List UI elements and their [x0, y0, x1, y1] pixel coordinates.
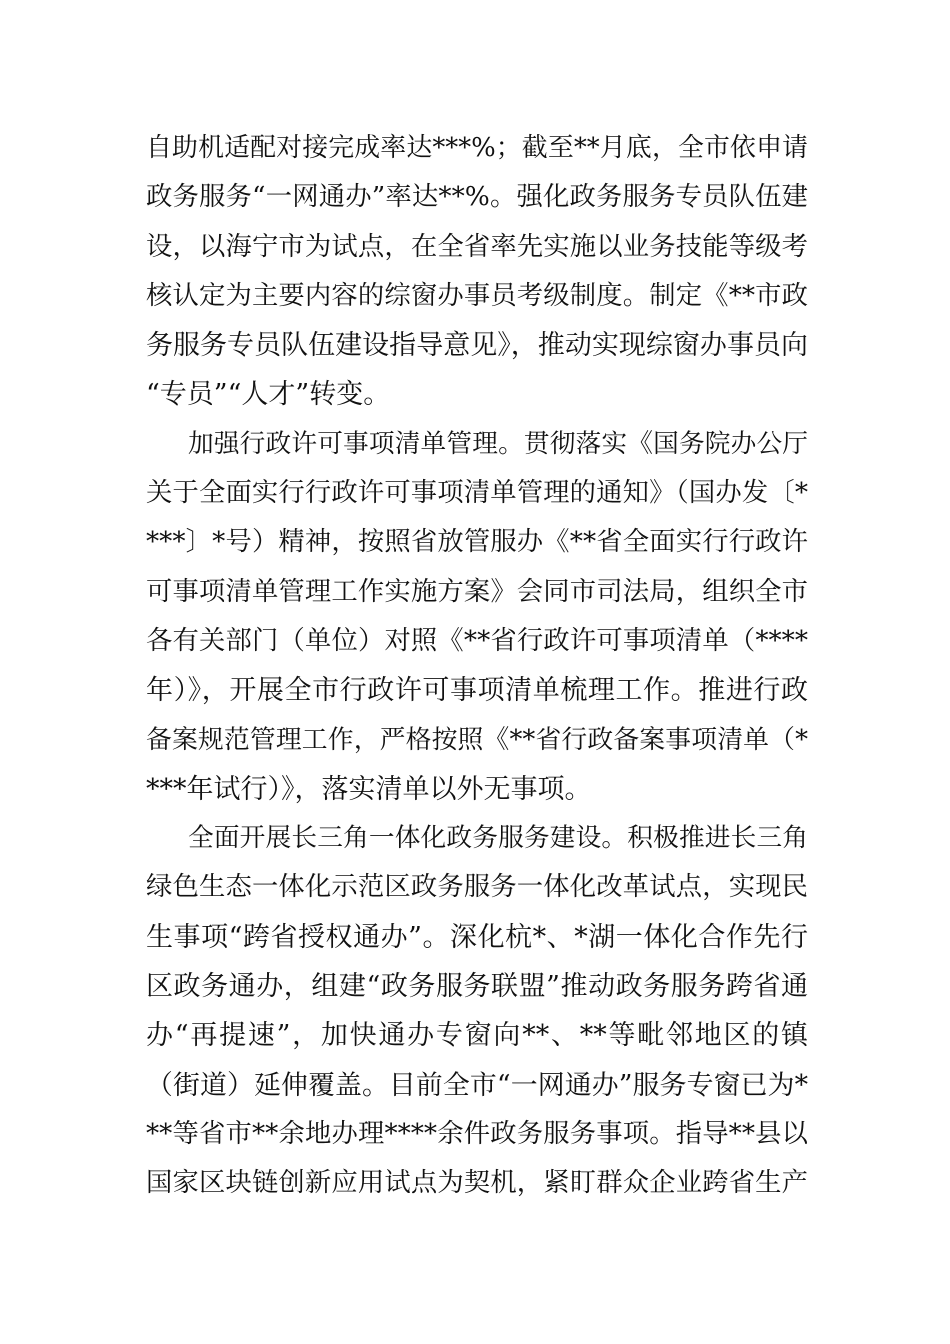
text-line: 各有关部门（单位）对照《**省行政许可事项清单（****	[146, 625, 808, 656]
text-line: 区政务通办，组建“政务服务联盟”推动政务服务跨省通	[146, 971, 808, 1003]
text-line: ***〕*号）精神，按照省放管服办《**省全面实行行政许	[146, 527, 808, 558]
text-line: 绿色生态一体化示范区政务服务一体化改革试点，实现民	[146, 872, 808, 903]
text-line: 可事项清单管理工作实施方案》会同市司法局，组织全市	[146, 576, 808, 607]
text-line: 务服务专员队伍建设指导意见》，推动实现综窗办事员向	[146, 330, 808, 362]
text-line: 自助机适配对接完成率达***%；截至**月底，全市依申请	[146, 133, 808, 163]
text-line: 核认定为主要内容的综窗办事员考级制度。制定《**市政	[146, 280, 808, 311]
text-line: 加强行政许可事项清单管理。贯彻落实《国务院办公厅	[188, 428, 808, 459]
document-body	[146, 124, 808, 1209]
paragraph-2	[146, 420, 808, 814]
text-line: 设，以海宁市为试点，在全省率先实施以业务技能等级考	[146, 231, 808, 262]
text-line: 政务服务“一网通办”率达**%。强化政务服务专员队伍建	[146, 182, 808, 213]
text-line: 备案规范管理工作，严格按照《**省行政备案事项清单（*	[146, 724, 808, 755]
text-line: 生事项“跨省授权通办”。深化杭*、*湖一体化合作先行	[146, 921, 808, 953]
text-line: 国家区块链创新应用试点为契机，紧盯群众企业跨省生产	[146, 1168, 808, 1199]
text-line: “专员”“人才”转变。	[146, 379, 391, 411]
text-line: 办“再提速”，加快通办专窗向**、**等毗邻地区的镇	[146, 1020, 808, 1052]
text-line: **等省市**余地办理****余件政务服务事项。指导**县以	[146, 1118, 808, 1149]
paragraph-1	[146, 124, 808, 420]
paragraph-3	[146, 814, 808, 1208]
text-line: 年）》，开展全市行政许可事项清单梳理工作。推进行政	[146, 675, 808, 707]
text-line: （街道）延伸覆盖。目前全市“一网通办”服务专窗已为*	[146, 1069, 808, 1101]
text-line: ***年试行）》，落实清单以外无事项。	[146, 773, 592, 805]
text-line: 全面开展长三角一体化政务服务建设。积极推进长三角	[188, 823, 808, 854]
text-line: 关于全面实行行政许可事项清单管理的通知》（国办发〔*	[146, 478, 808, 509]
